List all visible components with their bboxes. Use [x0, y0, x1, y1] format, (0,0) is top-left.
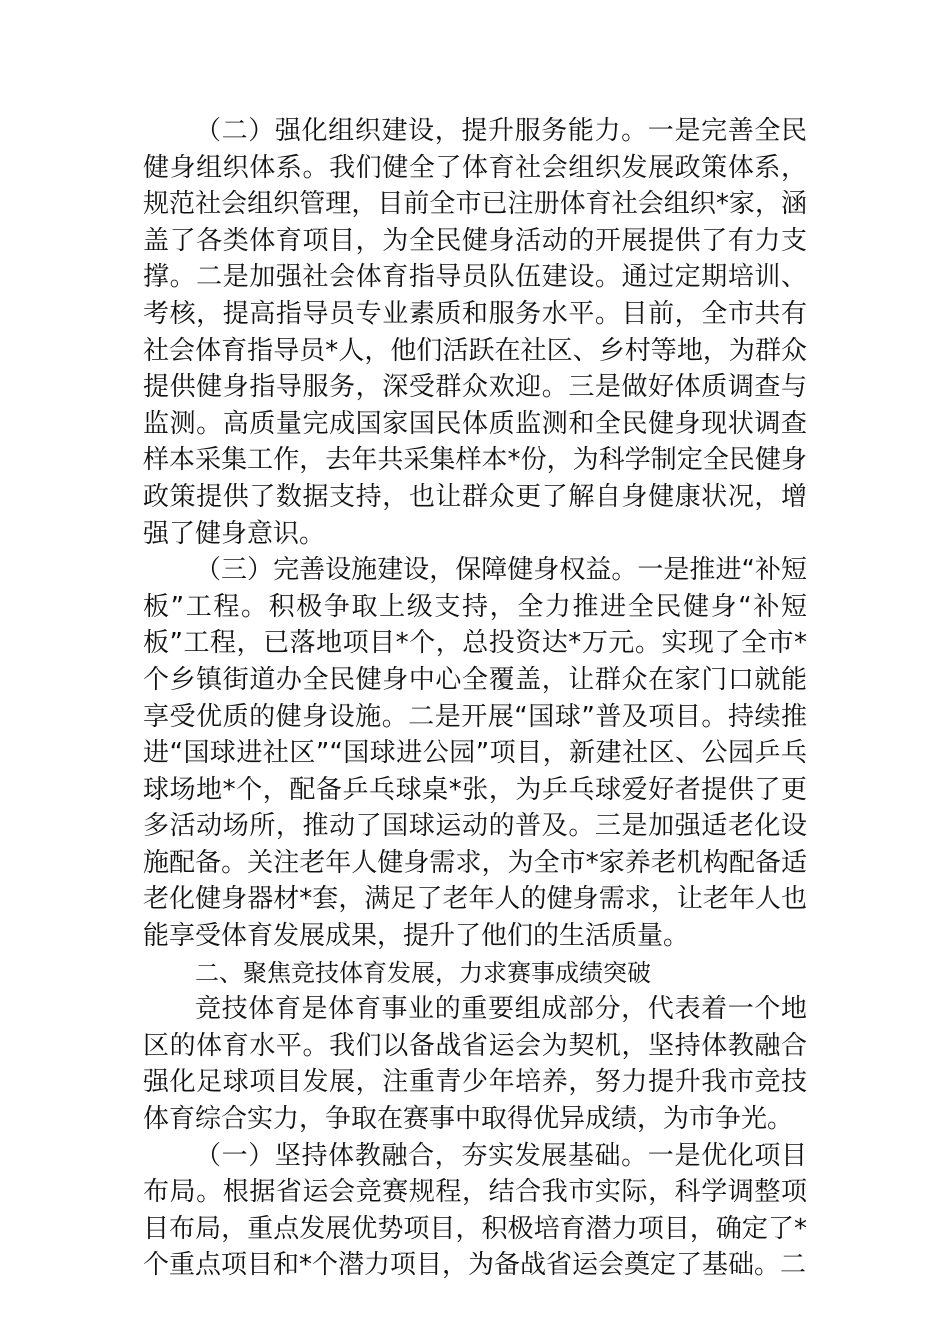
paragraph-organization: （二）强化组织建设，提升服务能力。一是完善全民健身组织体系。我们健全了体育社会组织发展政策体系，规范社会组织管理，目前全市已注册体育社会组织*家，涵盖了各类体育项目，为全民健身活动的开展提供了有力支撑。二是加强社会体育指导员队伍建设。通过定期培训、考核，提高指导员专业素质和服务水平。目前，全市共有社会体育指导员*人，他们活跃在社区、乡村等地，为群众提供健身指导服务，深受群众欢迎。三是做好体质调查与监测。高质量完成国家国民体质监测和全民健身现状调查样本采集工作，去年共采集样本*份，为科学制定全民健身政策提供了数据支持，也让群众更了解自身健康状况，增强了健身意识。: [143, 116, 807, 549]
paragraph-facilities: （三）完善设施建设，保障健身权益。一是推进“补短板”工程。积极争取上级支持，全力推进全民健身“补短板”工程，已落地项目*个，总投资达*万元。实现了全市*个乡镇街道办全民健身中心全覆盖，让群众在家门口就能享受优质的健身设施。二是开展“国球”普及项目。持续推进“国球进社区”“国球进公园”项目，新建社区、公园乒乓球场地*个，配备乒乓球桌*张，为乒乓球爱好者提供了更多活动场所，推动了国球运动的普及。三是加强适老化设施配备。关注老年人健身需求，为全市*家养老机构配备适老化健身器材*套，满足了老年人的健身需求，让老年人也能享受体育发展成果，提升了他们的生活质量。: [143, 555, 807, 952]
document-page: [143, 113, 807, 1284]
paragraph-sports-education: （一）坚持体教融合，夯实发展基础。一是优化项目布局。根据省运会竞赛规程，结合我市实际，科学调整项目布局，重点发展优势项目，积极培育潜力项目，确定了*个重点项目和*个潜力项目，为备战省运会奠定了基础。二: [143, 1140, 807, 1281]
section-heading: 二、聚焦竞技体育发展，力求赛事成绩突破: [195, 958, 651, 987]
paragraph-competitive-sports: 竞技体育是体育事业的重要组成部分，代表着一个地区的体育水平。我们以备战省运会为契机，坚持体教融合强化足球项目发展，注重青少年培养，努力提升我市竞技体育综合实力，争取在赛事中取得优异成绩，为市争光。: [143, 994, 807, 1135]
